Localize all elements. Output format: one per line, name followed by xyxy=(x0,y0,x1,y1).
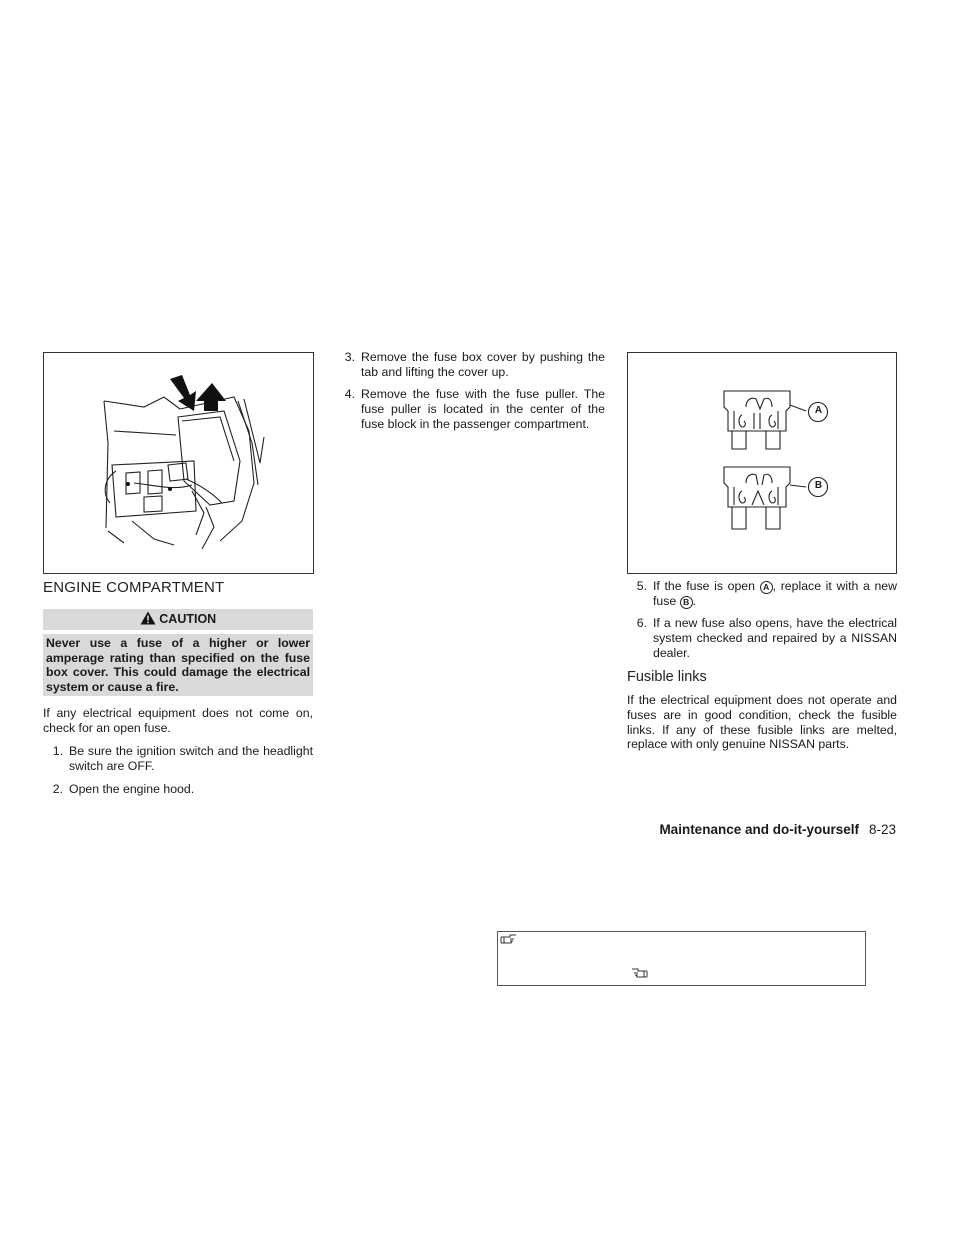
caution-header xyxy=(43,609,313,630)
step-number: 6. xyxy=(636,616,647,630)
note-box xyxy=(497,931,866,986)
step5-text-start: If the fuse is open xyxy=(653,579,755,593)
footer-section-title: Maintenance and do-it-yourself xyxy=(659,822,859,837)
step-number: 2. xyxy=(52,782,63,796)
step-2 xyxy=(43,782,313,797)
step-text: Be sure the ignition switch and the headlight switch are OFF. xyxy=(69,744,313,773)
fusible-links-paragraph: If the electrical equipment does not operate and fuses are in good condition, check the fusible links. If any of these fusible links are melted, replace with only genuine NISSAN parts. xyxy=(627,693,897,752)
step-5 xyxy=(627,579,897,609)
step-text xyxy=(653,579,897,609)
step-number: 5. xyxy=(636,579,647,593)
label-b: B xyxy=(814,480,823,491)
engine-compartment-illustration xyxy=(44,353,313,573)
label-a: A xyxy=(814,405,823,416)
fuse-figure xyxy=(627,352,897,574)
step-1 xyxy=(43,744,313,774)
warning-triangle-icon xyxy=(140,612,159,626)
step-3 xyxy=(335,350,605,380)
caution-box xyxy=(43,609,313,696)
step5-text-end: . xyxy=(692,594,697,608)
engine-compartment-figure xyxy=(43,352,314,574)
engine-compartment-heading: ENGINE COMPARTMENT xyxy=(43,579,225,596)
step-text: If a new fuse also opens, have the electrical system checked and repaired by a NISSAN dealer. xyxy=(653,616,897,660)
caution-text: Never use a fuse of a higher or lower amperage rating than specified on the fuse box cover. This could damage the electrical system or cause a fire. xyxy=(43,634,313,696)
step-text: Remove the fuse box cover by pushing the tab and lifting the cover up. xyxy=(361,350,605,379)
page-footer xyxy=(560,822,896,837)
step-number: 3. xyxy=(344,350,355,364)
circled-label-b: B xyxy=(680,596,693,609)
pointing-hand-icon xyxy=(500,933,518,948)
step-text: Open the engine hood. xyxy=(69,782,195,796)
step5-text-middle: , replace it with a new fuse xyxy=(653,579,898,608)
step-number: 1. xyxy=(52,744,63,758)
step-6 xyxy=(627,616,897,660)
step-4 xyxy=(335,387,605,431)
intro-paragraph: If any electrical equipment does not come on, check for an open fuse. xyxy=(43,706,313,735)
pointing-hand-left-icon xyxy=(630,967,648,982)
circled-label-a: A xyxy=(760,581,773,594)
fusible-links-heading: Fusible links xyxy=(627,669,707,685)
step-number: 4. xyxy=(344,387,355,401)
step-text: Remove the fuse with the fuse puller. The fuse puller is located in the center of the fuse block in the passenger compartment. xyxy=(361,387,605,431)
caution-title: CAUTION xyxy=(159,612,217,626)
fuse-illustration xyxy=(628,353,896,573)
page-number: 8-23 xyxy=(868,822,896,837)
